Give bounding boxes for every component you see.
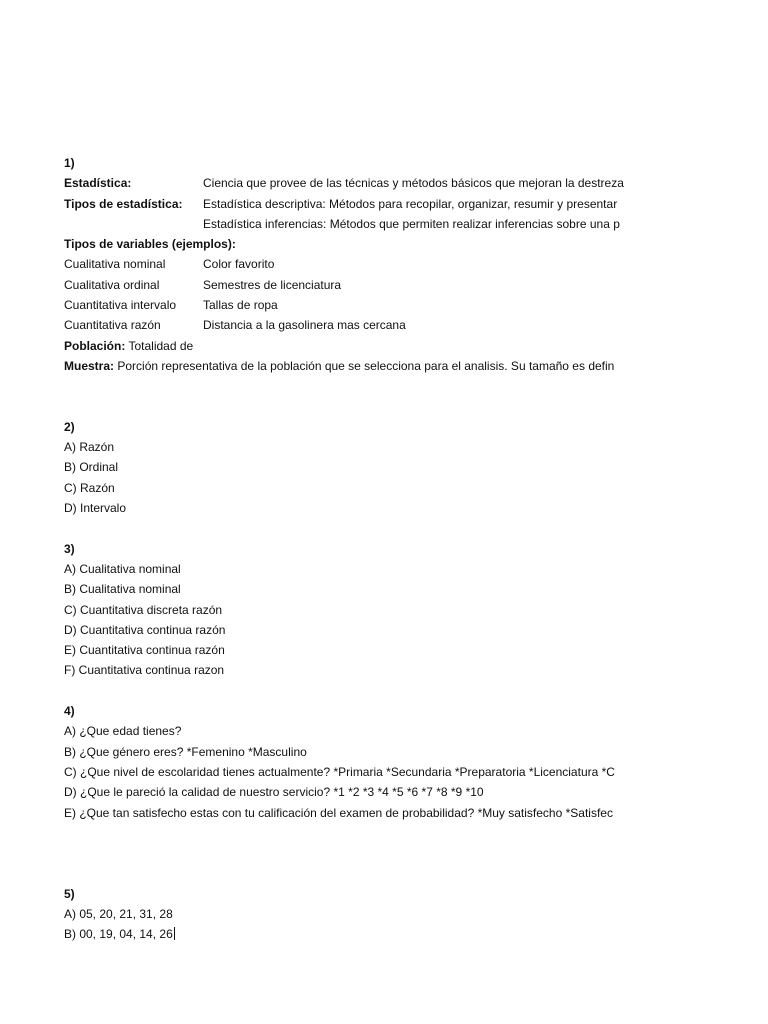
question-text: D) ¿Que le pareció la calidad de nuestro servicio? *1 *2 *3 *4 *5 *6 *7 *8 *9 *10 <box>64 785 484 800</box>
answer-text: E) Cuantitativa continua razón <box>64 643 225 658</box>
answer-row <box>64 559 642 579</box>
variable-row <box>64 315 642 335</box>
estadistica-row <box>64 173 642 193</box>
variable-type: Cuantitativa razón <box>64 318 161 333</box>
section-4-number: 4) <box>64 704 75 719</box>
answer-text: F) Cuantitativa continua razon <box>64 663 225 678</box>
variable-type: Cuantitativa intervalo <box>64 298 177 313</box>
answer-row <box>64 600 642 620</box>
poblacion-label: Población: <box>64 338 126 353</box>
answer-row[interactable] <box>64 924 642 944</box>
variable-example: Semestres de licenciatura <box>203 277 342 292</box>
answer-row <box>64 478 642 498</box>
question-row <box>64 721 642 741</box>
answer-row <box>64 660 642 680</box>
section-2-row <box>64 417 642 437</box>
muestra-label: Muestra: <box>64 358 115 373</box>
question-text: A) ¿Que edad tienes? <box>64 724 182 739</box>
question-row <box>64 782 642 802</box>
estadistica-label: Estadística: <box>64 176 132 191</box>
section-3-number: 3) <box>64 541 75 556</box>
editing-cell[interactable] <box>64 924 175 944</box>
answer-text: C) Razón <box>64 480 115 495</box>
spacer <box>64 863 642 883</box>
answer-text: C) Cuantitativa discreta razón <box>64 602 223 617</box>
variable-row <box>64 254 642 274</box>
answer-row <box>64 457 642 477</box>
answer-row <box>64 498 642 518</box>
answer-text: D) Intervalo <box>64 501 127 516</box>
answer-row <box>64 904 642 924</box>
section-5-row <box>64 884 642 904</box>
section-3-row <box>64 539 642 559</box>
answer-text: B) Cualitativa nominal <box>64 582 181 597</box>
variable-row <box>64 295 642 315</box>
section-5-number: 5) <box>64 886 75 901</box>
answer-text[interactable]: B) 00, 19, 04, 14, 26 <box>64 927 173 942</box>
answer-text: D) Cuantitativa continua razón <box>64 622 226 637</box>
variable-type: Cualitativa nominal <box>64 257 166 272</box>
question-text: C) ¿Que nivel de escolaridad tienes actualmente? *Primaria *Secundaria *Preparatoria *Licenciatura *C <box>64 764 615 779</box>
section-4-row <box>64 701 642 721</box>
variable-type: Cualitativa ordinal <box>64 277 160 292</box>
poblacion-text: Totalidad de <box>128 338 194 353</box>
variables-heading: Tipos de variables (ejemplos): <box>64 237 236 252</box>
question-row <box>64 803 642 823</box>
answer-text: B) Ordinal <box>64 460 119 475</box>
question-row <box>64 762 642 782</box>
poblacion-row <box>64 336 642 356</box>
tipos-estadistica-label: Tipos de estadística: <box>64 196 183 211</box>
spacer <box>64 518 642 538</box>
answer-row <box>64 640 642 660</box>
muestra-row <box>64 356 642 376</box>
estadistica-inferencial-text: Estadística inferencias: Métodos que permiten realizar inferencias sobre una p <box>203 216 620 231</box>
text-cursor <box>174 927 175 940</box>
answer-text: A) 05, 20, 21, 31, 28 <box>64 906 173 921</box>
spacer <box>64 681 642 701</box>
question-text: E) ¿Que tan satisfecho estas con tu calificación del examen de probabilidad? *Muy satisfecho *Satisfec <box>64 805 613 820</box>
muestra-line <box>64 356 614 376</box>
section-1-number: 1) <box>64 156 75 170</box>
question-text: B) ¿Que género eres? *Femenino *Masculino <box>64 744 307 759</box>
variable-example: Color favorito <box>203 257 275 272</box>
spacer <box>64 376 642 417</box>
variable-row <box>64 275 642 295</box>
section-1-row <box>64 153 642 173</box>
spreadsheet-content <box>64 153 642 953</box>
answer-row <box>64 620 642 640</box>
section-2-number: 2) <box>64 419 75 434</box>
answer-row <box>64 437 642 457</box>
estadistica-definition: Ciencia que provee de las técnicas y métodos básicos que mejoran la destreza <box>203 176 624 191</box>
variable-example: Tallas de ropa <box>203 298 278 313</box>
tipos-estadistica-row <box>64 194 642 214</box>
question-row <box>64 742 642 762</box>
variables-heading-row <box>64 234 642 254</box>
tipos-estadistica-row-2 <box>64 214 642 234</box>
estadistica-descriptiva-text: Estadística descriptiva: Métodos para recopilar, organizar, resumir y presentar <box>203 196 618 211</box>
variable-example: Distancia a la gasolinera mas cercana <box>203 318 406 333</box>
spacer <box>64 823 642 864</box>
poblacion-line <box>64 336 193 356</box>
answer-text: A) Razón <box>64 440 115 455</box>
answer-text: A) Cualitativa nominal <box>64 561 181 576</box>
muestra-text: Porción representativa de la población que se selecciona para el analisis. Su tamaño es defin <box>117 358 615 373</box>
answer-row <box>64 579 642 599</box>
